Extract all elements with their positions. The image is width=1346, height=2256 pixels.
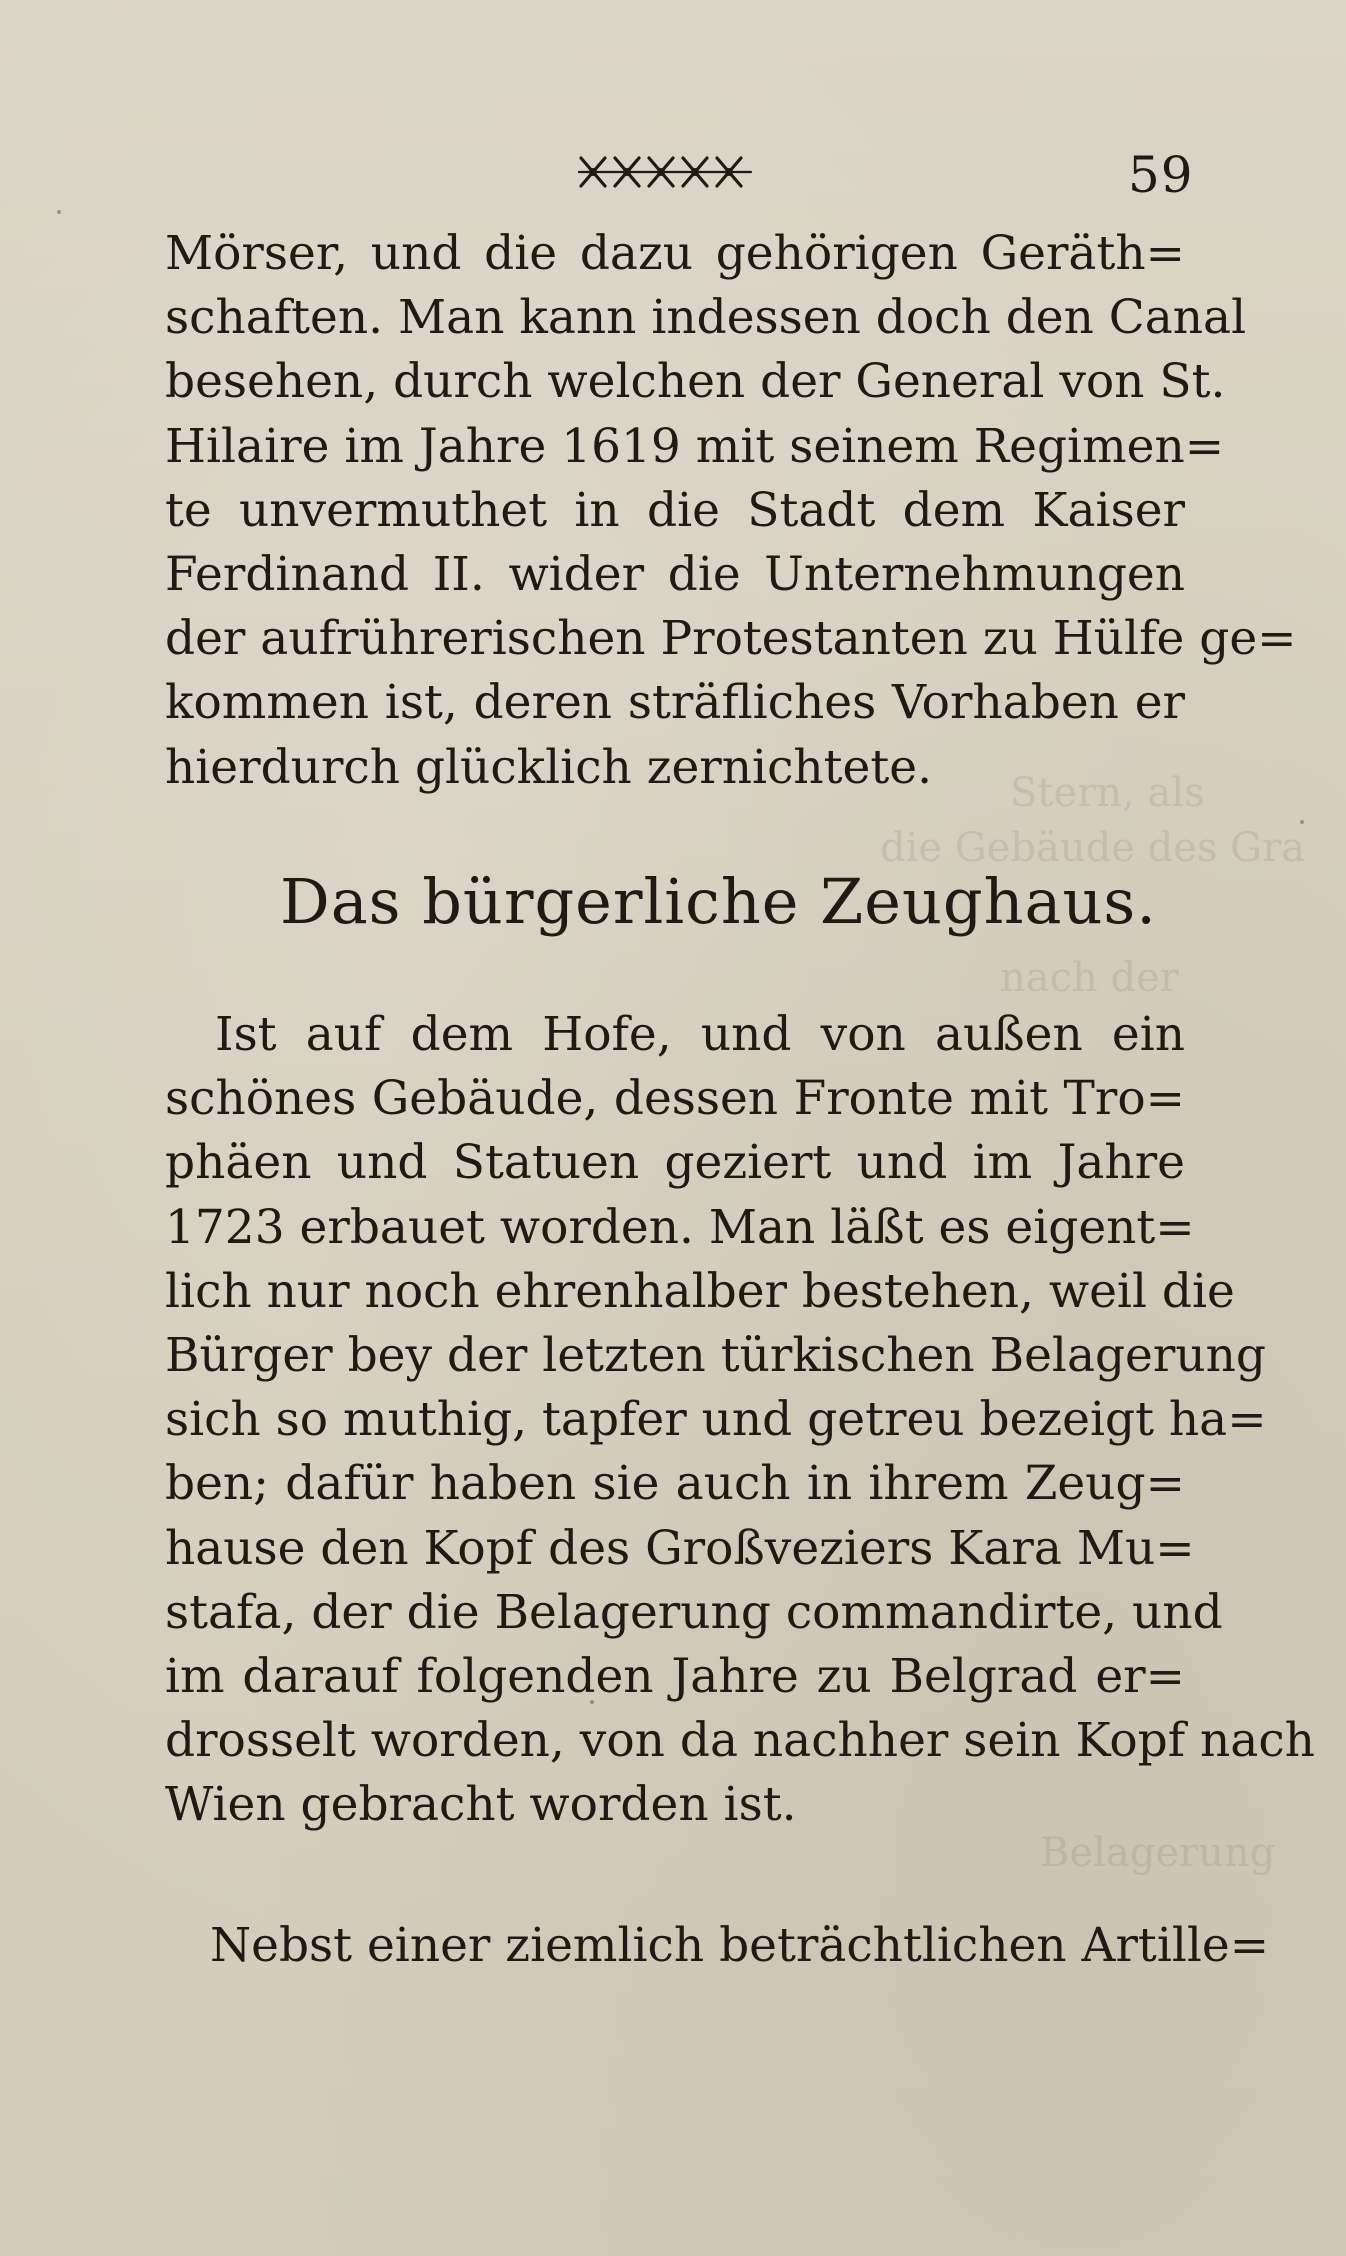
text-line: 1723 erbauet worden. Man läßt es eigent=	[165, 1199, 1195, 1255]
text-line: hause den Kopf des Großveziers Kara Mu=	[165, 1520, 1195, 1576]
text-line: schönes Gebäude, dessen Fronte mit Tro=	[165, 1071, 1185, 1127]
text-line: Hilaire im Jahre 1619 mit seinem Regimen=	[165, 418, 1225, 474]
text-line: Bürger bey der letzten türkischen Belagerung	[165, 1327, 1266, 1383]
paragraph-zeughaus	[165, 1003, 1315, 1837]
text-line: kommen ist, deren sträfliches Vorhaben er	[165, 675, 1185, 731]
paragraph-artillery	[165, 1914, 1270, 1978]
text-line: stafa, der die Belagerung commandirte, und	[165, 1584, 1223, 1640]
text-line: lich nur noch ehrenhalber bestehen, weil die	[165, 1263, 1235, 1319]
text-line: Ist auf dem Hofe, und von außen ein	[215, 1007, 1185, 1062]
page-number: 59	[1128, 146, 1194, 204]
text-line: Nebst einer ziemlich beträchtlichen Artille=	[210, 1918, 1270, 1973]
paper-speck	[1300, 820, 1304, 824]
paragraph-continued	[165, 222, 1297, 800]
text-line: te unvermuthet in die Stadt dem Kaiser	[165, 482, 1185, 538]
text-line: schaften. Man kann indessen doch den Canal	[165, 290, 1247, 346]
text-line: Ferdinand II. wider die Unternehmungen	[165, 546, 1185, 602]
text-line: Wien gebracht worden ist.	[165, 1777, 797, 1833]
text-line: besehen, durch welchen der General von St.	[165, 354, 1226, 410]
text-line: Mörser, und die dazu gehörigen Geräth=	[165, 226, 1185, 281]
text-line: hierdurch glücklich zernichtete.	[165, 739, 933, 795]
text-line: phäen und Statuen geziert und im Jahre	[165, 1135, 1185, 1191]
text-line: sich so muthig, tapfer und getreu bezeigt ha=	[165, 1392, 1267, 1448]
show-through-text: nach der	[1000, 955, 1179, 1001]
show-through-text: Belagerung	[1040, 1830, 1276, 1876]
text-line: drosselt worden, von da nachher sein Kopf nach	[165, 1713, 1315, 1769]
text-line: ben; dafür haben sie auch in ihrem Zeug=	[165, 1456, 1185, 1512]
paper-speck	[57, 210, 61, 214]
show-through-text: Stern, als	[1010, 770, 1205, 816]
text-line: im darauf folgenden Jahre zu Belgrad er=	[165, 1648, 1185, 1704]
text-line: der aufrührerischen Protestanten zu Hülfe ge=	[165, 611, 1297, 667]
section-heading: Das bürgerliche Zeughaus.	[280, 865, 1157, 938]
show-through-text: die Gebäude des Gra	[880, 825, 1306, 871]
printers-ornament-icon	[575, 148, 755, 196]
